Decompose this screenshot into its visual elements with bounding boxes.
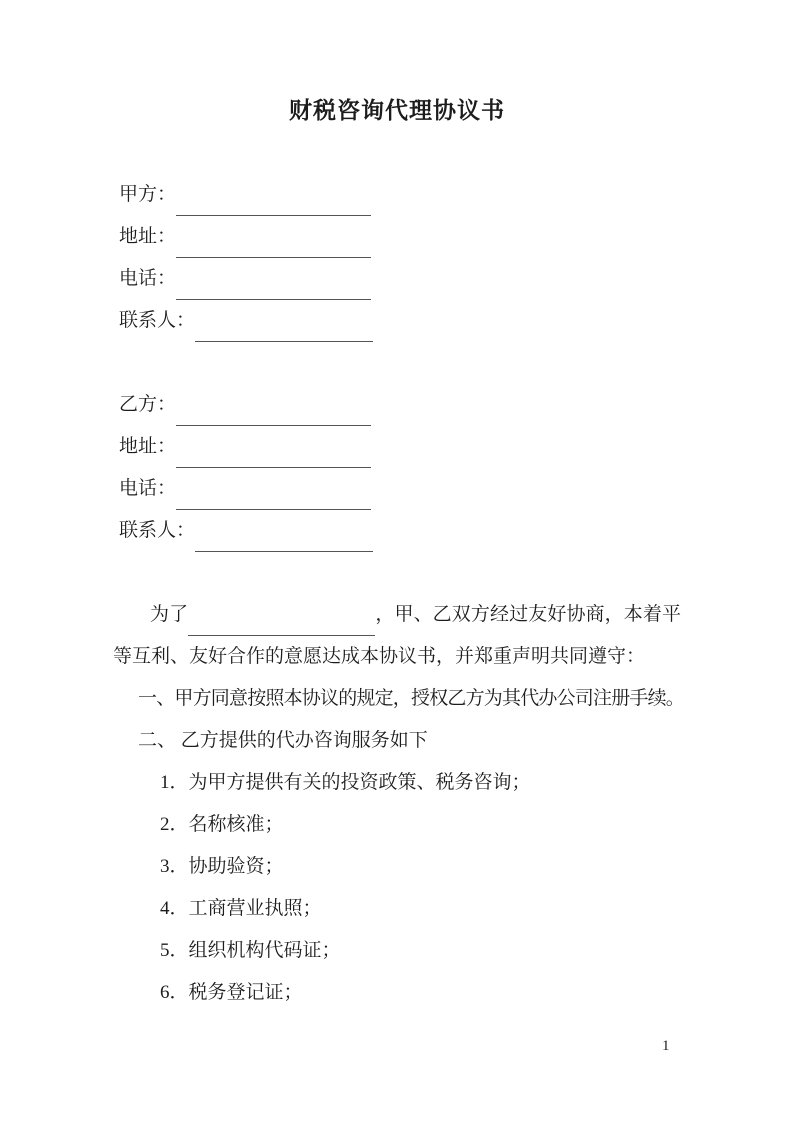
field-label: 电话： (119, 478, 177, 499)
blank-underline (195, 530, 373, 552)
blank-underline (176, 446, 371, 468)
preamble-paragraph (113, 594, 681, 678)
party-b-name-row (119, 384, 681, 426)
blank-underline (176, 278, 371, 300)
party-b-address-row (119, 426, 681, 468)
field-label: 甲方： (119, 184, 177, 205)
service-item-5: 5．组织机构代码证； (160, 940, 341, 961)
service-item-2: 2．名称核准； (160, 814, 284, 835)
service-item-6: 6．税务登记证； (160, 982, 303, 1003)
service-item-4: 4．工商营业执照； (160, 898, 322, 919)
party-a-section (119, 174, 681, 342)
preamble-lead: 为了 (150, 604, 189, 625)
document-title: 财税咨询代理协议书 (289, 98, 505, 123)
party-b-section (119, 384, 681, 552)
blank-underline (195, 320, 373, 342)
field-label: 电话： (119, 268, 177, 289)
blank-underline (188, 614, 375, 636)
party-a-name-row (119, 174, 681, 216)
field-label: 联系人： (119, 520, 196, 541)
party-a-contact-row (119, 300, 681, 342)
service-item-1: 1．为甲方提供有关的投资政策、税务咨询； (160, 772, 531, 793)
party-a-address-row (119, 216, 681, 258)
field-label: 地址： (119, 226, 177, 247)
clause-1: 一、甲方同意按照本协议的规定，授权乙方为其代办公司注册手续。 (138, 688, 685, 709)
field-label: 地址： (119, 436, 177, 457)
preamble-rest: ，甲、乙双方经过友好协商，本着平等互利、友好合作的意愿达成本协议书，并郑重声明共同遵守： (113, 604, 681, 667)
blank-underline (176, 194, 371, 216)
clause-2: 二、 乙方提供的代办咨询服务如下 (138, 730, 428, 751)
blank-underline (176, 488, 371, 510)
service-item-3: 3．协助验资； (160, 856, 284, 877)
field-label: 乙方： (119, 394, 177, 415)
party-a-phone-row (119, 258, 681, 300)
blank-underline (176, 236, 371, 258)
party-b-contact-row (119, 510, 681, 552)
blank-underline (176, 404, 371, 426)
party-b-phone-row (119, 468, 681, 510)
page-number: 1 (662, 1038, 670, 1054)
field-label: 联系人： (119, 310, 196, 331)
